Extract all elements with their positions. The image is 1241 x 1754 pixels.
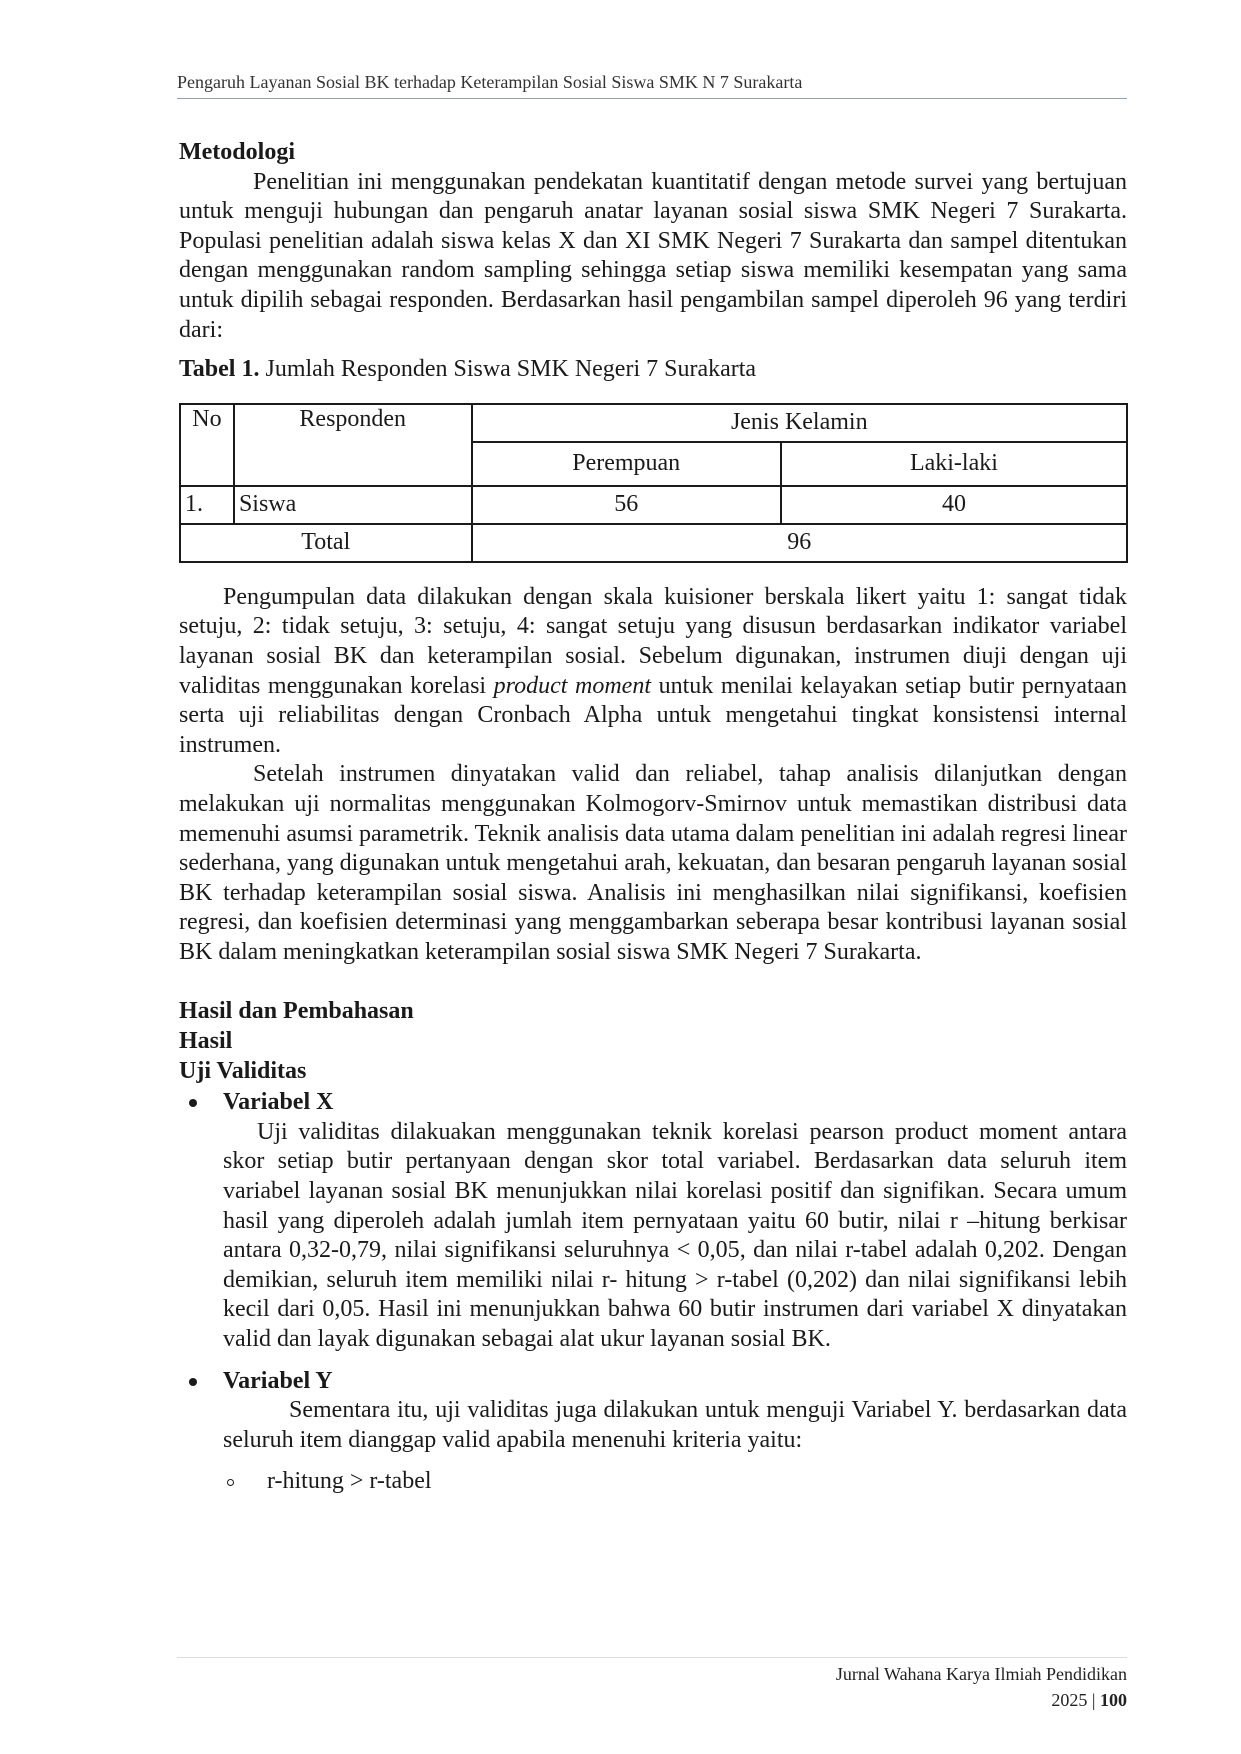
footer-journal: Jurnal Wahana Karya Ilmiah Pendidikan [835, 1664, 1127, 1684]
footer-separator: | [1087, 1690, 1100, 1710]
section-heading-metodologi: Metodologi [179, 139, 295, 165]
header-rule [177, 98, 1127, 99]
bullet-icon [189, 1378, 197, 1386]
footer-page-number: 100 [1100, 1690, 1127, 1710]
table-total-label: Total [180, 524, 472, 562]
circle-bullet-icon [227, 1479, 234, 1486]
table-header-responden: Responden [234, 404, 472, 486]
table-cell-no: 1. [180, 486, 234, 524]
paragraph-2-text-b: untuk menilai kelayakan setiap butir pernyataan serta uji reliabilitas dengan Cronbach Alpha untuk mengetahui tingkat konsistensi internal instrumen. [179, 672, 1128, 758]
paragraph-2-italic: product moment [493, 672, 652, 699]
table-cell-perempuan: 56 [472, 486, 781, 524]
list-item-variabel-x [179, 1088, 1127, 1118]
respondent-table [179, 403, 1128, 563]
bullet-icon [189, 1099, 197, 1107]
table-cell-responden: Siswa [234, 486, 472, 524]
paragraph-2-text-a: Pengumpulan data dilakukan dengan skala kuisioner berskala likert yaitu 1: sangat tidak setuju, 2: tidak setuju, 3: setuju, 4: sangat setuju yang disusun berdasarkan indikator variabel layanan sosial BK dan keterampilan sosial. Sebelum digunakan, instrumen diuji dengan uji validitas menggunakan korelasi [179, 583, 1127, 699]
table-header-laki-laki: Laki-laki [781, 442, 1127, 486]
variabel-x-body: Uji validitas dilakuakan menggunakan teknik korelasi pearson product moment antara skor setiap butir pertanyaan dengan skor total variabel. Berdasarkan data seluruh item variabel layanan sosial BK menunjukkan nilai korelasi positif dan signifikan. Secara umum hasil yang diperoleh adalah jumlah item pernyataan yaitu 60 butir, nilai r –hitung berkisar antara 0,32-0,79, nilai signifikansi seluruhnya < 0,05, dan nilai r-tabel adalah 0,202. Dengan demikian, seluruh item memiliki nilai r- hitung > r-tabel (0,202) dan nilai signifikansi lebih kecil dari 0,05. Hasil ini menunjukkan bahwa 60 butir instrumen dari variabel X dinyatakan valid dan layak digunakan sebagai alat ukur layanan sosial BK. [223, 1118, 1127, 1352]
table-header-no: No [180, 404, 234, 486]
variabel-x-title: Variabel X [223, 1089, 334, 1116]
table-row [180, 486, 1127, 524]
paragraph-metodologi-3: Setelah instrumen dinyatakan valid dan reliabel, tahap analisis dilanjutkan dengan melakukan uji normalitas menggunakan Kolmogorv-Smirnov untuk memastikan distribusi data memenuhi asumsi parametrik. Teknik analisis data utama dalam penelitian ini adalah regresi linear sederhana, yang digunakan untuk mengetahui arah, kekuatan, dan besaran pengaruh layanan sosial BK terhadap keterampilan sosial siswa. Analisis ini menghasilkan nilai signifikansi, koefisien regresi, dan koefisien determinasi yang menggambarkan seberapa besar kontribusi layanan sosial BK dalam meningkatkan keterampilan sosial siswa SMK Negeri 7 Surakarta. [179, 761, 1127, 965]
section-heading-uji-validitas: Uji Validitas [179, 1057, 307, 1084]
table-cell-laki-laki: 40 [781, 486, 1127, 524]
section-heading-hasil-pembahasan: Hasil dan Pembahasan [179, 998, 414, 1025]
table-total-row [180, 524, 1127, 562]
footer-page-info [1051, 1690, 1127, 1711]
variabel-y-body: Sementara itu, uji validitas juga dilakukan untuk menguji Variabel Y. berdasarkan data seluruh item dianggap valid apabila menenuhi kriteria yaitu: [223, 1397, 1127, 1453]
footer-rule [177, 1657, 1127, 1658]
section-heading-hasil: Hasil [179, 1028, 233, 1055]
running-header: Pengaruh Layanan Sosial BK terhadap Keterampilan Sosial Siswa SMK N 7 Surakarta [177, 72, 803, 92]
table-caption-label: Tabel 1. [179, 356, 260, 383]
content [179, 138, 1127, 1497]
paragraph-metodologi-1: Penelitian ini menggunakan pendekatan kuantitatif dengan metode survei yang bertujuan untuk menguji hubungan dan pengaruh anatar layanan sosial siswa SMK Negeri 7 Surakarta. Populasi penelitian adalah siswa kelas X dan XI SMK Negeri 7 Surakarta dan sampel ditentukan dengan menggunakan random sampling sehingga setiap siswa memiliki kesempatan yang sama untuk dipilih sebagai responden. Berdasarkan hasil pengambilan sampel diperoleh 96 yang terdiri dari: [179, 168, 1127, 343]
list-item-criteria [179, 1467, 1127, 1497]
table-caption [179, 355, 1127, 385]
table-total-value: 96 [472, 524, 1127, 562]
paragraph-metodologi-2 [179, 583, 1127, 761]
variabel-y-title: Variabel Y [223, 1367, 333, 1394]
table-header-jenis-kelamin: Jenis Kelamin [472, 404, 1127, 442]
table-header-perempuan: Perempuan [472, 442, 781, 486]
footer-year: 2025 [1051, 1690, 1088, 1710]
list-item-variabel-y [179, 1367, 1127, 1397]
table-caption-text: Jumlah Responden Siswa SMK Negeri 7 Surakarta [259, 356, 757, 383]
criteria-text: r-hitung > r-tabel [267, 1468, 432, 1495]
